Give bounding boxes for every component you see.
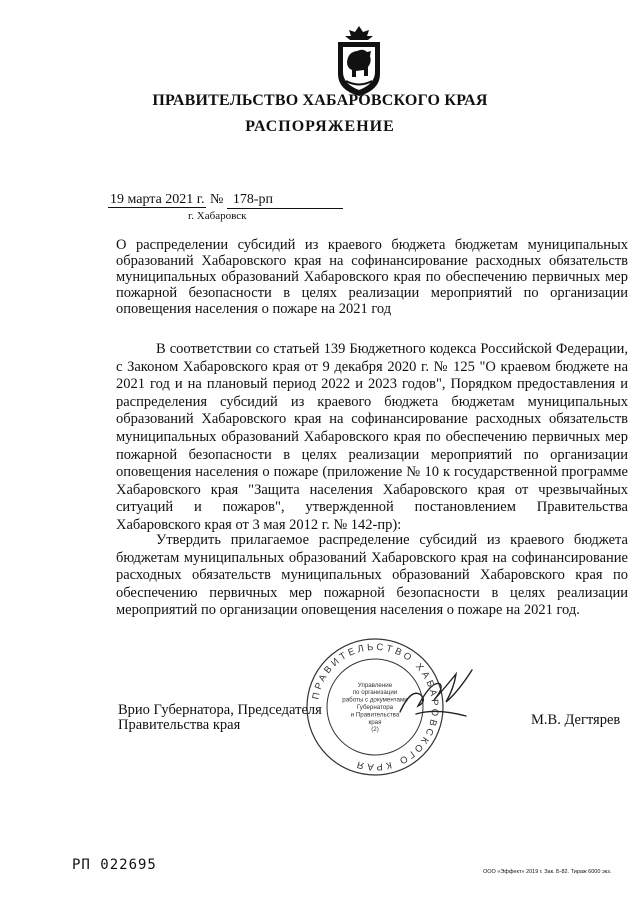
registration-line [108, 192, 343, 209]
document-subject: О распределении субсидий из краевого бюджета бюджетам муниципальных образований Хабаровского края на софинансирование расходных обязательств муниципальных образований Хабаровского края по обеспечению первичных мер пожарной безопасности в целях реализации мероприятий по организации оповещения населения о пожаре на 2021 год [116, 237, 628, 317]
form-serial-number: РП 022695 [72, 857, 157, 873]
stamp-center-line: работы с документами [342, 696, 408, 704]
document-number: 178-рп [227, 192, 343, 209]
stamp-center-line: по организации [352, 689, 398, 697]
coat-of-arms-icon [330, 24, 388, 98]
signatory-name: М.В. Дегтярев [531, 712, 621, 728]
body-paragraph-1: В соответствии со статьей 139 Бюджетного кодекса Российской Федерации, с Законом Хабаровского края от 9 декабря 2020 г. № 125 "О краевом бюджете на 2021 год и на плановый период 2022 и 2023 годов", Порядком предоставления и распределения субсидий из краевого бюджета бюджетам муниципальных образований Хабаровского края на софинансирование расходных обязательств муниципальных образований Хабаровского края по обеспечению первичных мер пожарной безопасности в целях реализации мероприятий по организации оповещения населения о пожаре (приложение № 10 к государственной программе Хабаровского края "Защита населения Хабаровского края от чрезвычайных ситуаций и пожаров", утвержденной постановлением Правительства Хабаровского края от 3 мая 2012 г. № 142-пр): [116, 341, 628, 533]
handwritten-signature [396, 666, 476, 722]
stamp-center-line: (2) [371, 726, 379, 734]
stamp-center-line: и Правительства [350, 711, 400, 719]
number-sign: № [209, 192, 224, 207]
stamp-center-line: Губернатора [356, 704, 394, 711]
signatory-position-line-1: Врио Губернатора, Председателя [118, 702, 322, 718]
city: г. Хабаровск [188, 210, 247, 222]
stamp-ring-text: ПРАВИТЕЛЬСТВО ХАБАРОВСКОГО КРАЯ [310, 641, 441, 773]
stamp-center-line: края [368, 718, 382, 726]
stamp-center-line: Управление [357, 681, 393, 689]
body-paragraph-2: Утвердить прилагаемое распределение субсидий из краевого бюджета бюджетам муниципальных образований Хабаровского края на софинансирование расходных обязательств муниципальных образований Хабаровского края по обеспечению первичных мер пожарной безопасности в целях реализации мероприятий по организации оповещения населения о пожаре на 2021 год. [116, 532, 628, 619]
signatory-position [118, 703, 322, 733]
printer-imprint: ООО «Эффект» 2019 г. Зак. Б-82. Тираж 6000 экз. [483, 869, 612, 875]
document-type: РАСПОРЯЖЕНИЕ [245, 118, 395, 135]
document-date: 19 марта 2021 г. [110, 192, 205, 207]
signatory-position-line-2: Правительства края [118, 717, 241, 733]
government-title: ПРАВИТЕЛЬСТВО ХАБАРОВСКОГО КРАЯ [152, 92, 488, 109]
